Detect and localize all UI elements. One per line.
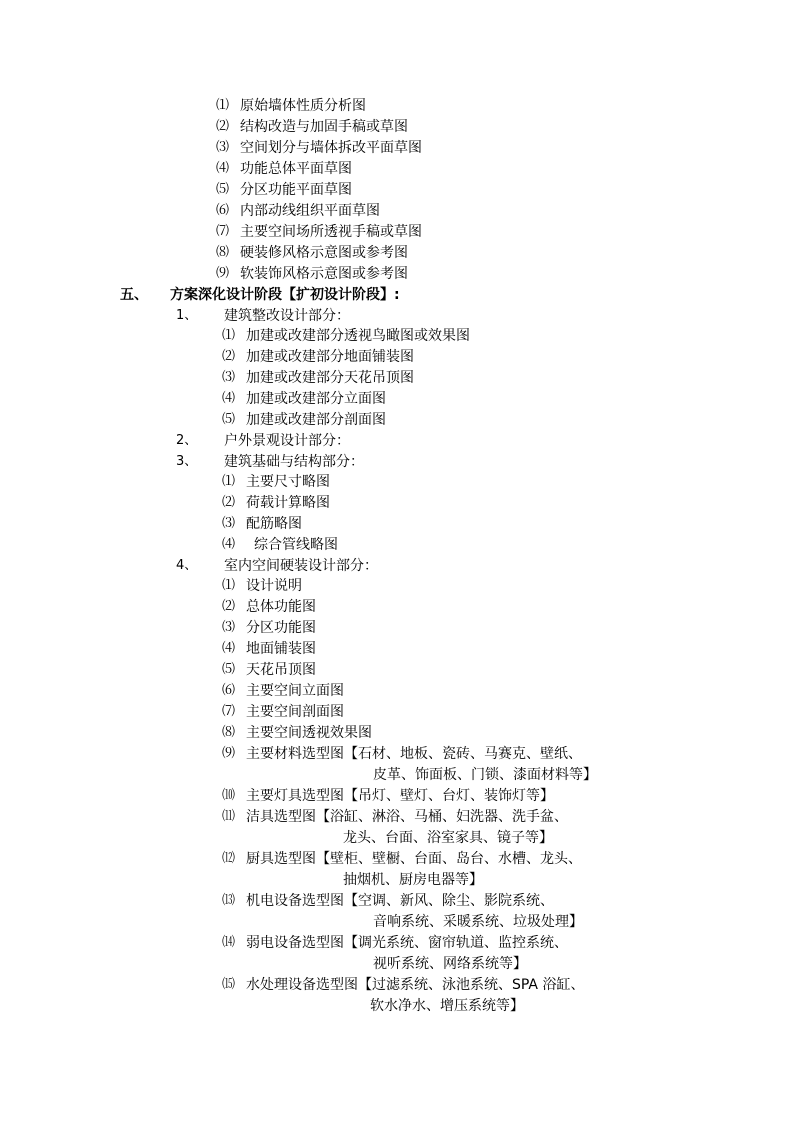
list-number: ⒂ [222,977,236,992]
subsection-title: 建筑整改设计部分： [224,308,350,324]
list-item: 设计说明 [246,578,302,594]
list-item-continuation: 皮革、饰面板、门锁、漆面材料等】 [373,767,597,783]
subsection-number: 3、 [176,454,198,469]
list-number: ⑸ [222,662,236,677]
list-item: 厨具选型图【壁柜、壁橱、台面、岛台、水槽、龙头、 [246,851,582,867]
list-item: 加建或改建部分剖面图 [246,412,386,428]
subsection-number: 1、 [176,308,198,323]
list-item: 主要空间场所透视手稿或草图 [240,224,422,240]
list-item: 综合管线略图 [254,537,338,553]
subsection-title: 建筑基础与结构部分： [224,454,364,470]
list-item-continuation: 音响系统、采暖系统、垃圾处理】 [373,914,583,930]
list-number: ⑴ [222,578,236,593]
list-number: ⑷ [222,537,236,552]
list-item: 主要灯具选型图【吊灯、壁灯、台灯、装饰灯等】 [246,788,554,804]
list-item: 地面铺装图 [246,641,316,657]
list-number: ⑶ [222,620,236,635]
list-number: ⑷ [222,391,236,406]
list-item: 水处理设备选型图【过滤系统、泳池系统、SPA 浴缸、 [246,977,585,993]
list-item: 原始墙体性质分析图 [240,98,366,114]
list-number: ⑹ [216,203,230,218]
list-number: ⑵ [222,599,236,614]
list-number: ⑵ [222,495,236,510]
list-item: 主要空间剖面图 [246,704,344,720]
list-number: ⑺ [222,704,236,719]
list-number: ⑾ [222,809,236,824]
list-number: ⑴ [216,98,230,113]
list-item: 加建或改建部分立面图 [246,391,386,407]
list-number: ⑹ [222,683,236,698]
list-item: 软装饰风格示意图或参考图 [240,266,408,282]
list-item: 主要空间立面图 [246,683,344,699]
subsection-title: 室内空间硬装设计部分： [224,558,378,574]
list-item: 机电设备选型图【空调、新风、除尘、影院系统、 [246,893,554,909]
list-item: 加建或改建部分天花吊顶图 [246,370,414,386]
list-number: ⑺ [216,224,230,239]
list-item-continuation: 视听系统、网络系统等】 [373,956,527,972]
list-item: 加建或改建部分透视鸟瞰图或效果图 [246,328,470,344]
subsection-number: 4、 [176,558,198,573]
list-item: 配筋略图 [246,516,302,532]
list-number: ⑽ [222,788,236,803]
list-item: 主要尺寸略图 [246,474,330,490]
list-item: 空间划分与墙体拆改平面草图 [240,140,422,156]
list-number: ⑻ [216,245,230,260]
subsection-number: 2、 [176,433,198,448]
list-number: ⑼ [222,746,236,761]
list-item: 结构改造与加固手稿或草图 [240,119,408,135]
list-item: 分区功能图 [246,620,316,636]
list-number: ⑼ [216,266,230,281]
list-number: ⑷ [216,161,230,176]
list-number: ⑻ [222,725,236,740]
list-number: ⒀ [222,893,236,908]
list-number: ⑵ [222,349,236,364]
list-item: 内部动线组织平面草图 [240,203,380,219]
list-number: ⑿ [222,851,236,866]
list-number: ⑶ [222,370,236,385]
list-item: 功能总体平面草图 [240,161,352,177]
list-number: ⑶ [222,516,236,531]
section-number: 五、 [120,287,148,303]
list-number: ⑷ [222,641,236,656]
list-item: 洁具选型图【浴缸、淋浴、马桶、妇洗器、洗手盆、 [246,809,568,825]
list-number: ⒁ [222,935,236,950]
list-item-continuation: 软水净水、增压系统等】 [370,998,524,1014]
list-number: ⑵ [216,119,230,134]
list-item: 天花吊顶图 [246,662,316,678]
list-item: 硬装修风格示意图或参考图 [240,245,408,261]
list-item-continuation: 抽烟机、厨房电器等】 [343,872,483,888]
list-number: ⑶ [216,140,230,155]
list-number: ⑴ [222,474,236,489]
list-item: 总体功能图 [246,599,316,615]
subsection-title: 户外景观设计部分： [224,433,350,449]
list-item: 荷载计算略图 [246,495,330,511]
list-item: 弱电设备选型图【调光系统、窗帘轨道、监控系统、 [246,935,568,951]
list-number: ⑸ [222,412,236,427]
list-item-continuation: 龙头、台面、浴室家具、镜子等】 [343,830,553,846]
list-item: 主要材料选型图【石材、地板、瓷砖、马赛克、壁纸、 [246,746,582,762]
list-number: ⑴ [222,328,236,343]
list-number: ⑸ [216,182,230,197]
list-item: 分区功能平面草图 [240,182,352,198]
section-title: 方案深化设计阶段【扩初设计阶段】: [170,287,400,303]
list-item: 加建或改建部分地面铺装图 [246,349,414,365]
list-item: 主要空间透视效果图 [246,725,372,741]
